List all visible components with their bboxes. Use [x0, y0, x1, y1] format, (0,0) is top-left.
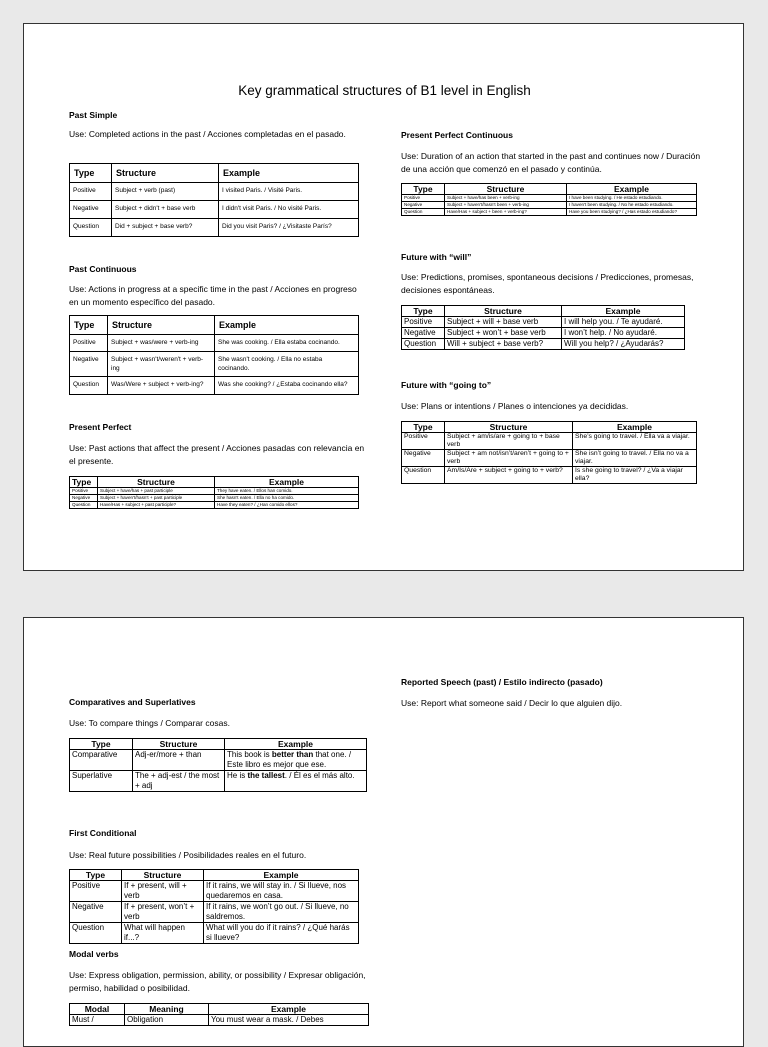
cell: I have been studying. / He estado estudiando.: [567, 195, 697, 202]
table-row: [70, 377, 359, 395]
header-example: Example: [215, 477, 359, 488]
cell: Subject + am not/isn’t/aren’t + going to + verb: [445, 450, 573, 467]
table-row: [70, 771, 367, 792]
table-row: [402, 339, 685, 350]
future-will-use: Use: Predictions, promises, spontaneous decisions / Predicciones, promesas, decisiones espontáneas.: [401, 272, 694, 295]
cell: Am/Is/Are + subject + going to + verb?: [445, 467, 573, 484]
example-text: that one. / Este libro es mejor que ese.: [227, 750, 352, 769]
cell: Negative: [70, 352, 108, 377]
header-structure: Structure: [122, 870, 204, 881]
cell: Question: [402, 339, 445, 350]
cell: Positive: [70, 488, 98, 495]
cell: I haven't been studying. / No he estado estudiando.: [567, 202, 697, 209]
cell: Did + subject + base verb?: [112, 219, 219, 237]
modal-verbs-heading: Modal verbs: [69, 949, 119, 959]
cell: Positive: [402, 433, 445, 450]
cell: She wasn't cooking. / Ella no estaba cocinando.: [215, 352, 359, 377]
header-example: Example: [567, 184, 697, 195]
cell: Positive: [402, 317, 445, 328]
table-row: [70, 201, 359, 219]
reported-speech-heading: Reported Speech (past) / Estilo indirecto (pasado): [401, 677, 603, 687]
comparatives-heading: Comparatives and Superlatives: [69, 697, 196, 707]
cell: If + present, won’t + verb: [122, 902, 204, 923]
cell: She hasn't eaten. / Ella no ha comido.: [215, 495, 359, 502]
cell: Have they eaten? / ¿Han comido ellos?: [215, 502, 359, 509]
header-structure: Structure: [445, 422, 573, 433]
cell: Will + subject + base verb?: [445, 339, 562, 350]
cell: Subject + wasn't/weren't + verb-ing: [108, 352, 215, 377]
cell: Comparative: [70, 750, 133, 771]
cell: Question: [70, 377, 108, 395]
header-type: Type: [70, 164, 112, 183]
example-text: He is: [227, 771, 248, 780]
cell: Subject + verb (past): [112, 183, 219, 201]
cell: Did you visit Paris? / ¿Visitaste París?: [219, 219, 359, 237]
table-row: [402, 317, 685, 328]
header-example: Example: [209, 1004, 369, 1015]
cell: What will happen if...?: [122, 923, 204, 944]
cell: Was she cooking? / ¿Estaba cocinando ella?: [215, 377, 359, 395]
past-simple-heading: Past Simple: [69, 110, 118, 120]
past-continuous-use: Use: Actions in progress at a specific time in the past / Acciones en progreso en un momento específico del pasado.: [69, 284, 357, 307]
cell: Have/Has + subject + been + verb-ing?: [445, 209, 567, 216]
header-type: Type: [70, 477, 98, 488]
cell: I visited Paris. / Visité Paris.: [219, 183, 359, 201]
cell: Negative: [70, 902, 122, 923]
cell: Positive: [402, 195, 445, 202]
table-row: [70, 923, 359, 944]
cell: They have eaten. / Ellos han comido.: [215, 488, 359, 495]
document-page-2: [23, 617, 744, 1047]
header-type: Type: [70, 870, 122, 881]
header-structure: Structure: [98, 477, 215, 488]
cell: [225, 771, 367, 792]
cell: If it rains, we won’t go out. / Si llueve, no saldremos.: [204, 902, 359, 923]
cell: Question: [70, 923, 122, 944]
example-text: . / Él es el más alto.: [284, 771, 355, 780]
future-will-heading: Future with “will”: [401, 252, 472, 262]
cell: Negative: [402, 328, 445, 339]
table-row: [70, 750, 367, 771]
cell: Positive: [70, 335, 108, 352]
cell: You must wear a mask. / Debes: [209, 1015, 369, 1026]
modal-verbs-use: Use: Express obligation, permission, ability, or possibility / Expresar obligación, permiso, habilidad o posibilidad.: [69, 970, 366, 993]
cell: The + adj-est / the most + adj: [133, 771, 225, 792]
table-row: [70, 902, 359, 923]
cell: Superlative: [70, 771, 133, 792]
table-row: [70, 183, 359, 201]
header-example: Example: [204, 870, 359, 881]
cell: Subject + am/is/are + going to + base verb: [445, 433, 573, 450]
header-type: Type: [402, 422, 445, 433]
table-row: [402, 195, 697, 202]
cell: Obligation: [125, 1015, 209, 1026]
cell: Subject + haven't/hasn't been + verb-ing: [445, 202, 567, 209]
cell: Subject + will + base verb: [445, 317, 562, 328]
cell: Subject + have/has been + verb-ing: [445, 195, 567, 202]
header-example: Example: [215, 316, 359, 335]
header-example: Example: [573, 422, 697, 433]
future-going-to-table: [401, 421, 697, 484]
first-conditional-table: [69, 869, 359, 944]
table-row: [402, 467, 697, 484]
cell: Have you been studying? / ¿Has estado estudiando?: [567, 209, 697, 216]
modal-verbs-table: [69, 1003, 369, 1026]
cell: Positive: [70, 881, 122, 902]
present-perfect-use: Use: Past actions that affect the present / Acciones pasadas con relevancia en el presente.: [69, 443, 365, 466]
cell: She isn’t going to travel. / Ella no va a viajar.: [573, 450, 697, 467]
table-row: [70, 881, 359, 902]
past-continuous-table: [69, 315, 359, 395]
header-example: Example: [562, 306, 685, 317]
header-structure: Structure: [108, 316, 215, 335]
present-perfect-table: [69, 476, 359, 509]
header-modal: Modal: [70, 1004, 125, 1015]
cell: Subject + haven't/hasn't + past participle: [98, 495, 215, 502]
future-will-table: [401, 305, 685, 350]
cell: If it rains, we will stay in. / Si llueve, nos quedaremos en casa.: [204, 881, 359, 902]
table-row: [70, 335, 359, 352]
header-type: Type: [70, 316, 108, 335]
cell: Is she going to travel? / ¿Va a viajar ella?: [573, 467, 697, 484]
header-structure: Structure: [112, 164, 219, 183]
document-page-1: [23, 23, 744, 571]
future-going-to-heading: Future with “going to”: [401, 380, 492, 390]
cell: I didn't visit Paris. / No visité Paris.: [219, 201, 359, 219]
cell: She was cooking. / Ella estaba cocinando.: [215, 335, 359, 352]
cell: Subject + won’t + base verb: [445, 328, 562, 339]
header-example: Example: [225, 739, 367, 750]
header-type: Type: [70, 739, 133, 750]
cell: Must /: [70, 1015, 125, 1026]
present-perfect-continuous-use: Use: Duration of an action that started in the past and continues now / Duración de una acción que comenzó en el pasado y continúa.: [401, 151, 701, 174]
cell: Negative: [402, 202, 445, 209]
cell: Question: [70, 219, 112, 237]
present-perfect-continuous-heading: Present Perfect Continuous: [401, 130, 513, 140]
table-row: [70, 488, 359, 495]
header-structure: Structure: [445, 184, 567, 195]
cell: Question: [402, 467, 445, 484]
comparatives-table: [69, 738, 367, 792]
header-meaning: Meaning: [125, 1004, 209, 1015]
cell: If + present, will + verb: [122, 881, 204, 902]
header-structure: Structure: [445, 306, 562, 317]
present-perfect-continuous-table: [401, 183, 697, 216]
past-simple-use: Use: Completed actions in the past / Acciones completadas en el pasado.: [69, 129, 346, 139]
cell: I won’t help. / No ayudaré.: [562, 328, 685, 339]
first-conditional-heading: First Conditional: [69, 828, 137, 838]
future-going-to-use: Use: Plans or intentions / Planes o intenciones ya decididas.: [401, 401, 629, 411]
header-type: Type: [402, 184, 445, 195]
reported-speech-use: Use: Report what someone said / Decir lo que alguien dijo.: [401, 698, 623, 708]
cell: Negative: [70, 495, 98, 502]
cell: Question: [70, 502, 98, 509]
cell: She’s going to travel. / Ella va a viajar.: [573, 433, 697, 450]
cell: Subject + have/has + past participle: [98, 488, 215, 495]
cell: Subject + was/were + verb-ing: [108, 335, 215, 352]
cell: [225, 750, 367, 771]
past-simple-table: [69, 163, 359, 237]
table-row: [402, 202, 697, 209]
table-row: [70, 352, 359, 377]
example-emphasis: the tallest: [247, 771, 285, 780]
past-continuous-heading: Past Continuous: [69, 264, 137, 274]
cell: Question: [402, 209, 445, 216]
cell: Positive: [70, 183, 112, 201]
table-row: [402, 433, 697, 450]
document-title: Key grammatical structures of B1 level in English: [238, 83, 531, 98]
example-emphasis: better than: [271, 750, 314, 759]
header-structure: Structure: [133, 739, 225, 750]
header-example: Example: [219, 164, 359, 183]
cell: Negative: [70, 201, 112, 219]
cell: Adj-er/more + than: [133, 750, 225, 771]
table-row: [402, 209, 697, 216]
present-perfect-heading: Present Perfect: [69, 422, 132, 432]
table-row: [70, 219, 359, 237]
table-row: [402, 328, 685, 339]
first-conditional-use: Use: Real future possibilities / Posibilidades reales en el futuro.: [69, 850, 307, 860]
cell: I will help you. / Te ayudaré.: [562, 317, 685, 328]
cell: Have/Has + subject + past participle?: [98, 502, 215, 509]
cell: Was/Were + subject + verb-ing?: [108, 377, 215, 395]
table-row: [70, 502, 359, 509]
table-row: [402, 450, 697, 467]
cell: What will you do if it rains? / ¿Qué harás si llueve?: [204, 923, 359, 944]
cell: Negative: [402, 450, 445, 467]
comparatives-use: Use: To compare things / Comparar cosas.: [69, 718, 230, 728]
example-text: This book is: [227, 750, 272, 759]
cell: Subject + didn't + base verb: [112, 201, 219, 219]
header-type: Type: [402, 306, 445, 317]
cell: Will you help? / ¿Ayudarás?: [562, 339, 685, 350]
table-row: [70, 495, 359, 502]
